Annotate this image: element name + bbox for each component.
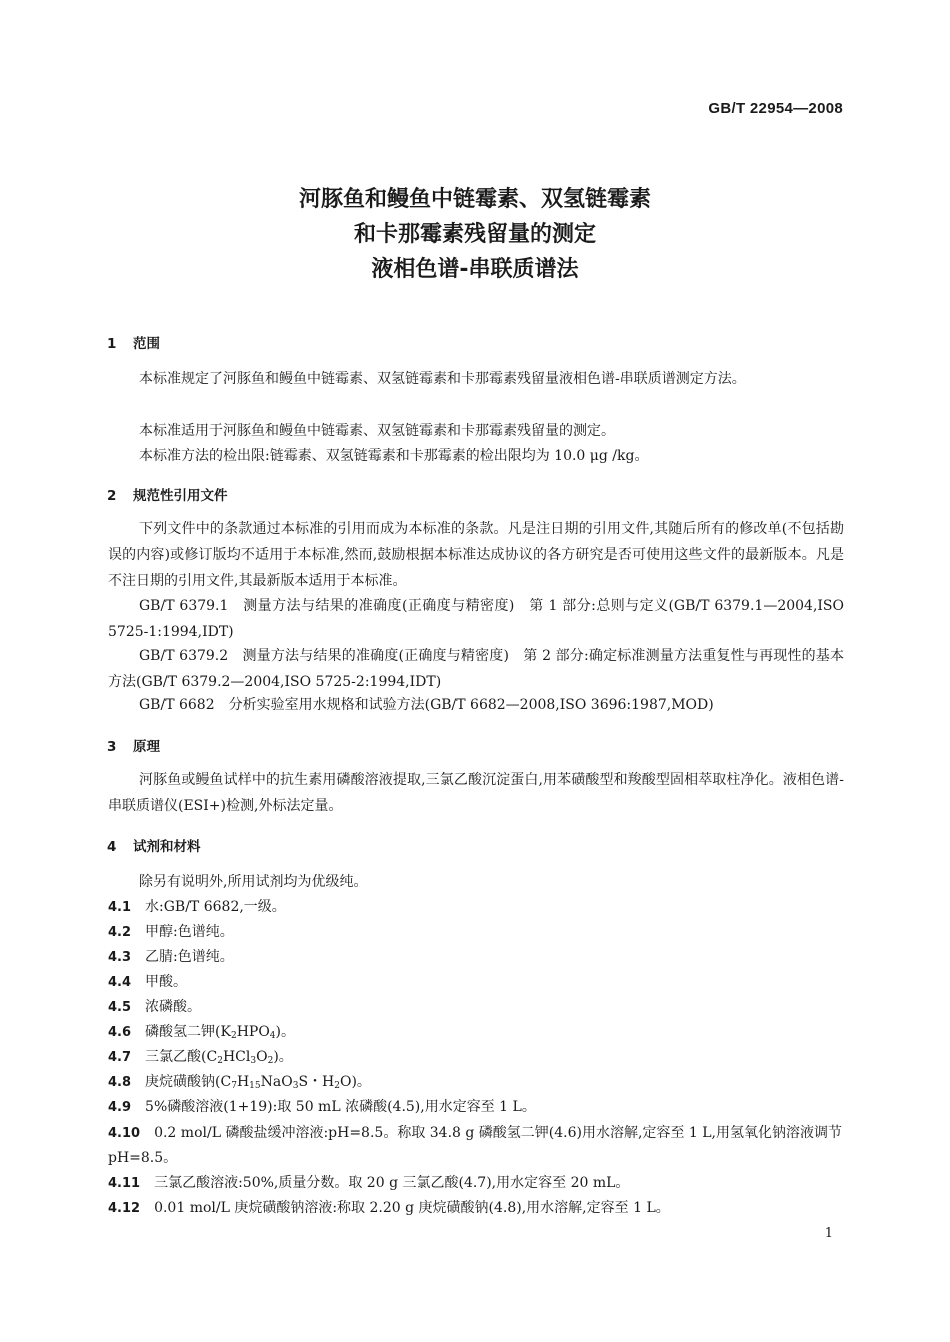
section-number: 2: [107, 488, 117, 504]
item-number: 4.9: [108, 1100, 132, 1115]
item-number: 4.1: [108, 900, 132, 915]
list-item: [108, 1095, 844, 1120]
s2-paragraph-1: 下列文件中的条款通过本标准的引用而成为本标准的条款。凡是注日期的引用文件,其随后所有的修改单(不包括勘误的内容)或修订版均不适用于本标准,然而,鼓励根据本标准达成协议的各方研究是否可使用这些文件的最新版本。凡是不注日期的引用文件,其最新版本适用于本标准。: [108, 521, 844, 589]
section-number: 3: [107, 739, 117, 755]
item-text: 甲醇:色谱纯。: [145, 924, 234, 940]
item-number: 4.3: [108, 950, 132, 965]
list-item: [108, 995, 844, 1020]
item-text: 水:GB/T 6682,一级。: [145, 899, 286, 915]
item-number: 4.7: [108, 1050, 132, 1065]
item-number: 4.2: [108, 925, 132, 940]
list-item: [108, 895, 844, 920]
item-text: 三氯乙酸$(C_2HCl_3O_2)$。: [145, 1049, 293, 1066]
item-text: 0.2 mol/L 磷酸盐缓冲溶液:pH=8.5。称取 34.8 g 磷酸氢二钾(4.6)用水溶解,定容至 1 L,用氢氧化钠溶液调节 pH=8.5。: [108, 1125, 842, 1166]
item-text: 甲酸。: [145, 974, 188, 990]
s2-reference-3: GB/T 6682 分析实验室用水规格和试验方法(GB/T 6682—2008,ISO 3696:1987,MOD): [139, 697, 714, 713]
item-number: 4.8: [108, 1075, 132, 1090]
section-title: 规范性引用文件: [133, 488, 228, 504]
item-number: 4.10: [108, 1126, 141, 1141]
standard-number: GB/T 22954—2008: [708, 100, 843, 117]
item-text: 庚烷磺酸钠($C_7H_{15}NaO_3S$・$H_2O$)。: [145, 1074, 371, 1091]
item-text: 浓磷酸。: [145, 999, 202, 1015]
list-item: [108, 970, 844, 995]
s4-intro: 除另有说明外,所用试剂均为优级纯。: [139, 874, 368, 890]
item-text: 乙腈:色谱纯。: [145, 949, 234, 965]
document-title: [0, 182, 950, 287]
item-number: 4.5: [108, 1000, 132, 1015]
list-item: [108, 920, 844, 945]
s3-paragraph-1: 河豚鱼或鳗鱼试样中的抗生素用磷酸溶液提取,三氯乙酸沉淀蛋白,用苯磺酸型和羧酸型固相萃取柱净化。液相色谱-串联质谱仪(ESI+)检测,外标法定量。: [108, 772, 844, 814]
section-title: 试剂和材料: [133, 839, 201, 855]
list-item: [108, 945, 844, 970]
item-number: 4.6: [108, 1025, 132, 1040]
section-title: 原理: [133, 739, 160, 755]
item-text: 磷酸氢二钾$(K_2HPO_4)$。: [145, 1024, 295, 1041]
list-item: [108, 1070, 844, 1095]
item-text: 0.01 mol/L 庚烷磺酸钠溶液:称取 2.20 g 庚烷磺酸钠(4.8),用水溶解,定容至 1 L。: [154, 1200, 670, 1216]
section-number: 4: [107, 839, 117, 855]
list-item: [108, 1196, 844, 1221]
section-title: 范围: [133, 336, 160, 352]
s1-paragraph-2: 本标准适用于河豚鱼和鳗鱼中链霉素、双氢链霉素和卡那霉素残留量的测定。: [139, 423, 615, 439]
s2-reference-2: GB/T 6379.2 测量方法与结果的准确度(正确度与精密度) 第 2 部分:确定标准测量方法重复性与再现性的基本方法(GB/T 6379.2—2004,ISO 5725-2:1994,IDT): [108, 648, 844, 690]
list-item: [108, 1171, 844, 1196]
s1-paragraph-3: 本标准方法的检出限:链霉素、双氢链霉素和卡那霉素的检出限均为 10.0 μg /kg。: [139, 448, 649, 464]
list-item: [108, 1020, 844, 1045]
item-number: 4.11: [108, 1176, 141, 1191]
item-number: 4.4: [108, 975, 132, 990]
item-number: 4.12: [108, 1201, 141, 1216]
list-item: [108, 1121, 844, 1171]
title-line-2: 和卡那霉素残留量的测定: [353, 222, 596, 247]
s2-reference-1: GB/T 6379.1 测量方法与结果的准确度(正确度与精密度) 第 1 部分:总则与定义(GB/T 6379.1—2004,ISO 5725-1:1994,IDT): [108, 598, 844, 640]
item-text: 三氯乙酸溶液:50%,质量分数。取 20 g 三氯乙酸(4.7),用水定容至 20 mL。: [154, 1175, 630, 1191]
title-line-3: 液相色谱-串联质谱法: [371, 257, 579, 282]
section-4-heading: [107, 835, 201, 855]
section-number: 1: [107, 336, 117, 352]
title-line-1: 河豚鱼和鳗鱼中链霉素、双氢链霉素: [298, 187, 651, 212]
section-1-heading: [107, 332, 160, 352]
section-3-heading: [107, 735, 160, 755]
s1-paragraph-1: 本标准规定了河豚鱼和鳗鱼中链霉素、双氢链霉素和卡那霉素残留量液相色谱-串联质谱测定方法。: [139, 371, 746, 387]
list-item: [108, 1045, 844, 1070]
section-2-heading: [107, 484, 228, 504]
page-number: 1: [824, 1226, 833, 1241]
item-text: 5%磷酸溶液(1+19):取 50 mL 浓磷酸(4.5),用水定容至 1 L。: [145, 1099, 536, 1115]
